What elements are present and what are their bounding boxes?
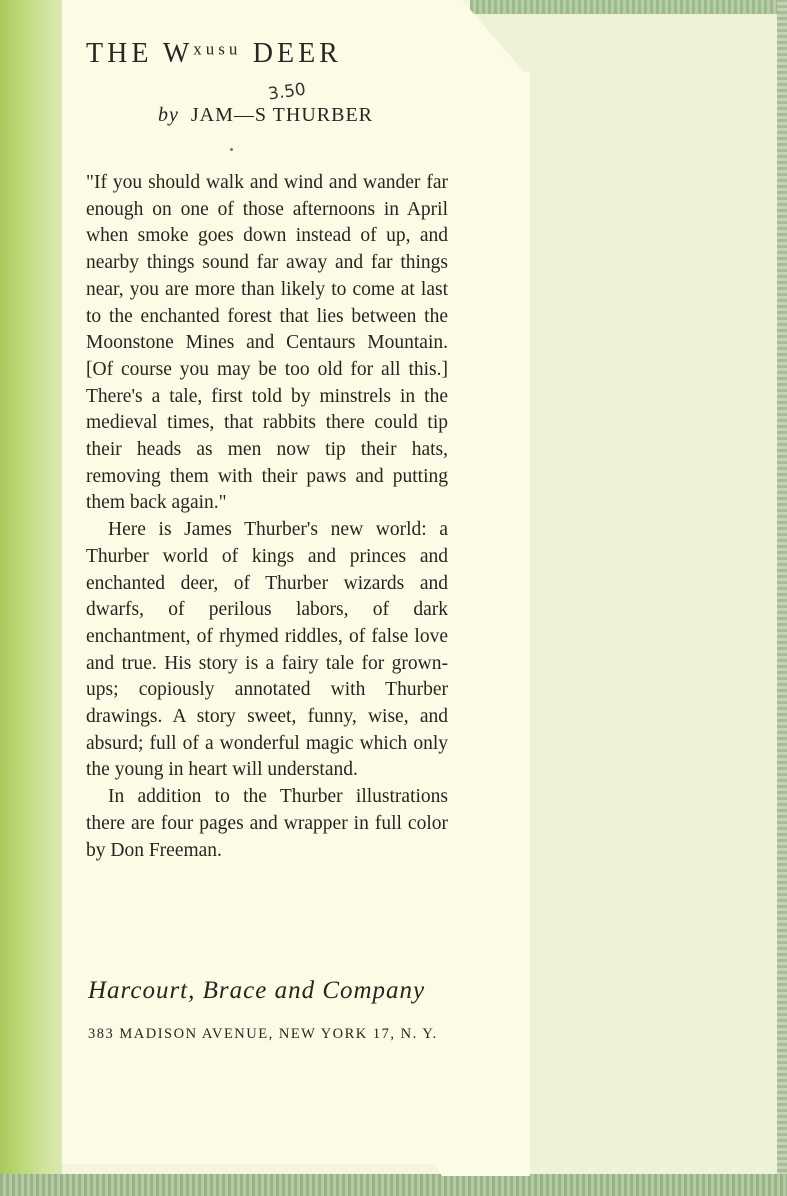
publisher-name: Harcourt, Brace and Company <box>88 977 426 1004</box>
paragraph-quote: "If you should walk and wind and wander far enough on one of those afternoons in April when smoke goes down instead of up, and nearby things sound far away and far things near, you are more than likely to come at last to the enchanted forest that lies between the Moonstone Mines and Centaurs Mountain. [Of course you may be too old for all this.] There's a tale, first told by minstrels in the medieval times, that rabbits there could tip their heads as men now tip their hats, removing them with their paws and putting them back again." <box>86 172 448 514</box>
byline <box>158 104 478 127</box>
pencil-price-mark: 3.50 <box>266 79 308 105</box>
publisher-address: 383 MADISON AVENUE, NEW YORK 17, N. Y. <box>88 1026 438 1042</box>
cloth-right-edge <box>777 0 787 1196</box>
cloth-bottom-edge <box>0 1174 787 1196</box>
book-title: THE Wˣᵘˢᵘ DEER <box>86 38 342 69</box>
paragraph-summary: Here is James Thurber's new world: a Thurber world of kings and princes and enchanted deer, of Thurber wizards and dwarfs, of perilous labors, of dark enchantment, of rhymed riddles, of false love and true. His story is a fairy tale for grown-ups; copiously annotated with Thurber drawings. A story sweet, funny, wise, and absurd; full of a wonderful magic which only the young in heart will understand. <box>86 519 448 781</box>
cloth-top-edge <box>470 0 787 14</box>
book-cover-left-edge <box>0 0 62 1196</box>
byline-prefix: by <box>158 104 179 126</box>
author-name: JAM—S THURBER <box>190 104 374 126</box>
flap-description <box>86 170 448 864</box>
ink-speck <box>230 148 233 151</box>
paragraph-illustrations: In addition to the Thurber illustrations there are four pages and wrapper in full color by Don Freeman. <box>86 786 448 861</box>
